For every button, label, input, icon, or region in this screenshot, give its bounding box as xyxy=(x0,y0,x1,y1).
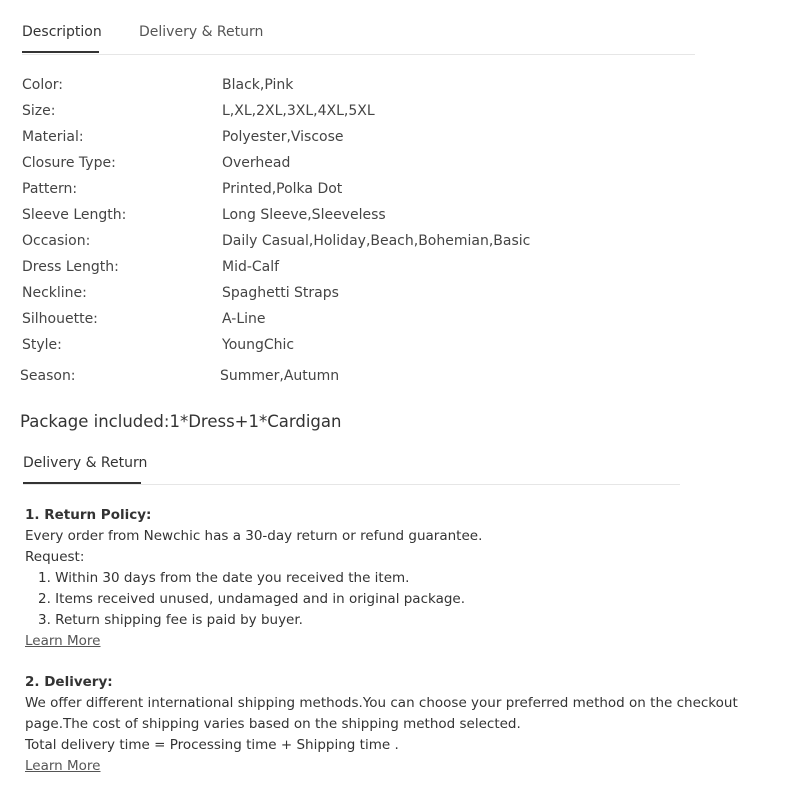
attr-label-material: Material: xyxy=(22,129,84,145)
delivery-total-time: Total delivery time = Processing time + Shipping time . xyxy=(25,737,399,753)
attr-label-pattern: Pattern: xyxy=(22,181,78,197)
return-policy-intro: Every order from Newchic has a 30-day return or refund guarantee. xyxy=(25,528,483,544)
attr-label-color: Color: xyxy=(22,77,64,93)
attr-value-closure-type: Overhead xyxy=(222,155,291,171)
delivery-heading: 2. Delivery: xyxy=(25,674,113,690)
package-included: Package included:1*Dress+1*Cardigan xyxy=(20,412,342,431)
attr-value-dress-length: Mid-Calf xyxy=(222,259,280,275)
return-request-item: 2. Items received unused, undamaged and in original package. xyxy=(38,591,466,607)
return-request-item: 1. Within 30 days from the date you received the item. xyxy=(38,570,410,586)
return-request-label: Request: xyxy=(25,549,85,565)
attr-label-sleeve-length: Sleeve Length: xyxy=(22,207,127,223)
attr-label-occasion: Occasion: xyxy=(22,233,91,249)
delivery-section-title: Delivery & Return xyxy=(23,455,148,471)
attr-value-sleeve-length: Long Sleeve,Sleeveless xyxy=(222,207,386,223)
attr-label-size: Size: xyxy=(22,103,56,119)
attr-label-closure-type: Closure Type: xyxy=(22,155,116,171)
attr-value-season: Summer,Autumn xyxy=(220,368,340,384)
delivery-description: We offer different international shipping methods.You can choose your preferred method on the checkout page.The cost of shipping varies based on the shipping method selected. xyxy=(25,695,738,732)
attr-label-style: Style: xyxy=(22,337,62,353)
tab-description[interactable]: Description xyxy=(22,24,102,40)
attr-value-silhouette: A-Line xyxy=(222,311,266,327)
return-learn-more-link[interactable]: Learn More xyxy=(25,633,101,649)
delivery-learn-more-link[interactable]: Learn More xyxy=(25,758,101,774)
delivery-section-indicator xyxy=(23,482,141,484)
attr-label-silhouette: Silhouette: xyxy=(22,311,98,327)
return-request-item: 3. Return shipping fee is paid by buyer. xyxy=(38,612,303,628)
tab-delivery-return[interactable]: Delivery & Return xyxy=(139,24,264,40)
delivery-section-header xyxy=(23,452,680,485)
attr-value-neckline: Spaghetti Straps xyxy=(222,285,339,301)
attr-value-size: L,XL,2XL,3XL,4XL,5XL xyxy=(222,103,375,119)
attr-value-pattern: Printed,Polka Dot xyxy=(222,181,343,197)
attr-label-season: Season: xyxy=(20,368,76,384)
detail-tabs xyxy=(22,20,695,55)
attr-label-neckline: Neckline: xyxy=(22,285,87,301)
return-policy-heading: 1. Return Policy: xyxy=(25,507,152,523)
attr-value-material: Polyester,Viscose xyxy=(222,129,344,145)
attr-value-color: Black,Pink xyxy=(222,77,294,93)
attr-value-style: YoungChic xyxy=(222,337,295,353)
attr-label-dress-length: Dress Length: xyxy=(22,259,119,275)
active-tab-indicator xyxy=(22,51,99,53)
attr-value-occasion: Daily Casual,Holiday,Beach,Bohemian,Basic xyxy=(222,233,531,249)
